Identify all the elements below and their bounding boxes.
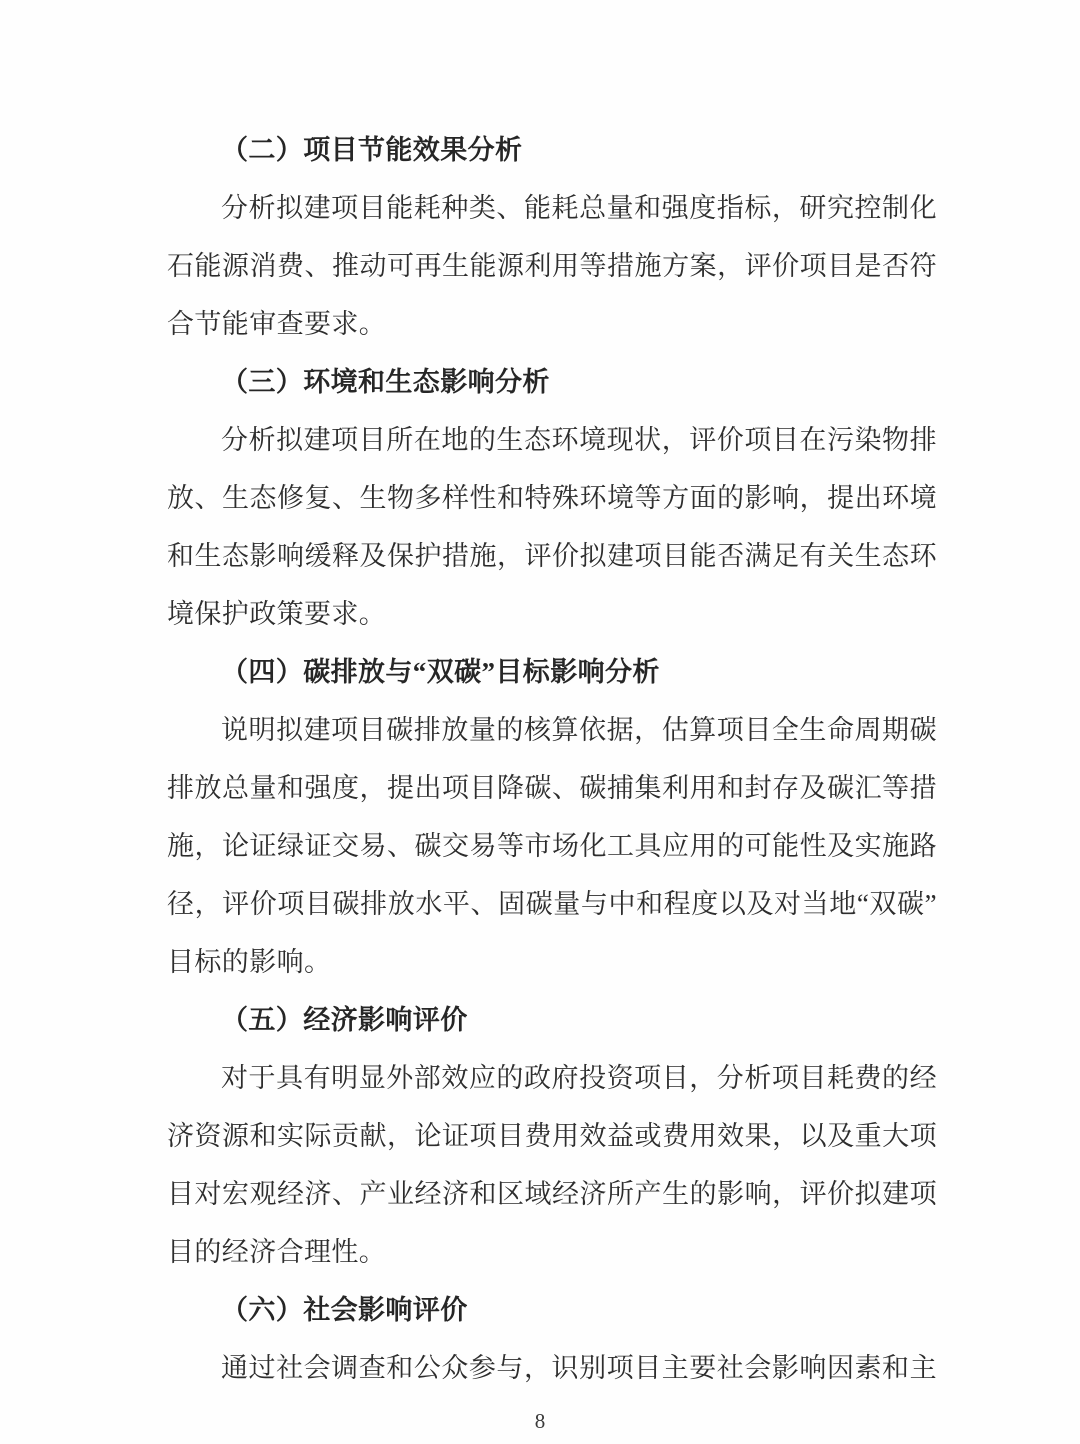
paragraph-line: 合节能审查要求。 xyxy=(167,309,387,339)
paragraph-line: 排放总量和强度，提出项目降碳、碳捕集利用和封存及碳汇等措 xyxy=(167,773,937,803)
paragraph-line: 施，论证绿证交易、碳交易等市场化工具应用的可能性及实施路 xyxy=(167,831,937,861)
paragraph-line: 说明拟建项目碳排放量的核算依据，估算项目全生命周期碳 xyxy=(221,715,937,745)
paragraph-line: 径，评价项目碳排放水平、固碳量与中和程度以及对当地“双碳” xyxy=(167,889,937,919)
paragraph-line: 石能源消费、推动可再生能源利用等措施方案，评价项目是否符 xyxy=(167,251,937,281)
paragraph-line: 放、生态修复、生物多样性和特殊环境等方面的影响，提出环境 xyxy=(167,483,937,513)
paragraph-line: 目标的影响。 xyxy=(167,947,332,977)
document-body xyxy=(167,121,937,1397)
paragraph-line: 分析拟建项目能耗种类、能耗总量和强度指标，研究控制化 xyxy=(221,193,937,223)
section-heading: （五）经济影响评价 xyxy=(221,1005,468,1035)
paragraph-line: 分析拟建项目所在地的生态环境现状，评价项目在污染物排 xyxy=(221,425,937,455)
paragraph-line: 对于具有明显外部效应的政府投资项目，分析项目耗费的经 xyxy=(221,1063,937,1093)
section-heading: （三）环境和生态影响分析 xyxy=(221,367,550,397)
section-heading: （二）项目节能效果分析 xyxy=(221,135,523,165)
section-heading: （六）社会影响评价 xyxy=(221,1295,468,1325)
paragraph-line: 目对宏观经济、产业经济和区域经济所产生的影响，评价拟建项 xyxy=(167,1179,937,1209)
paragraph-line: 境保护政策要求。 xyxy=(167,599,387,629)
page-number: 8 xyxy=(534,1409,546,1433)
paragraph-line: 通过社会调查和公众参与，识别项目主要社会影响因素和主 xyxy=(221,1353,937,1383)
paragraph-line: 济资源和实际贡献，论证项目费用效益或费用效果，以及重大项 xyxy=(167,1121,937,1151)
paragraph-line: 和生态影响缓释及保护措施，评价拟建项目能否满足有关生态环 xyxy=(167,541,937,571)
paragraph-line: 目的经济合理性。 xyxy=(167,1237,387,1267)
section-heading: （四）碳排放与“双碳”目标影响分析 xyxy=(221,657,660,687)
